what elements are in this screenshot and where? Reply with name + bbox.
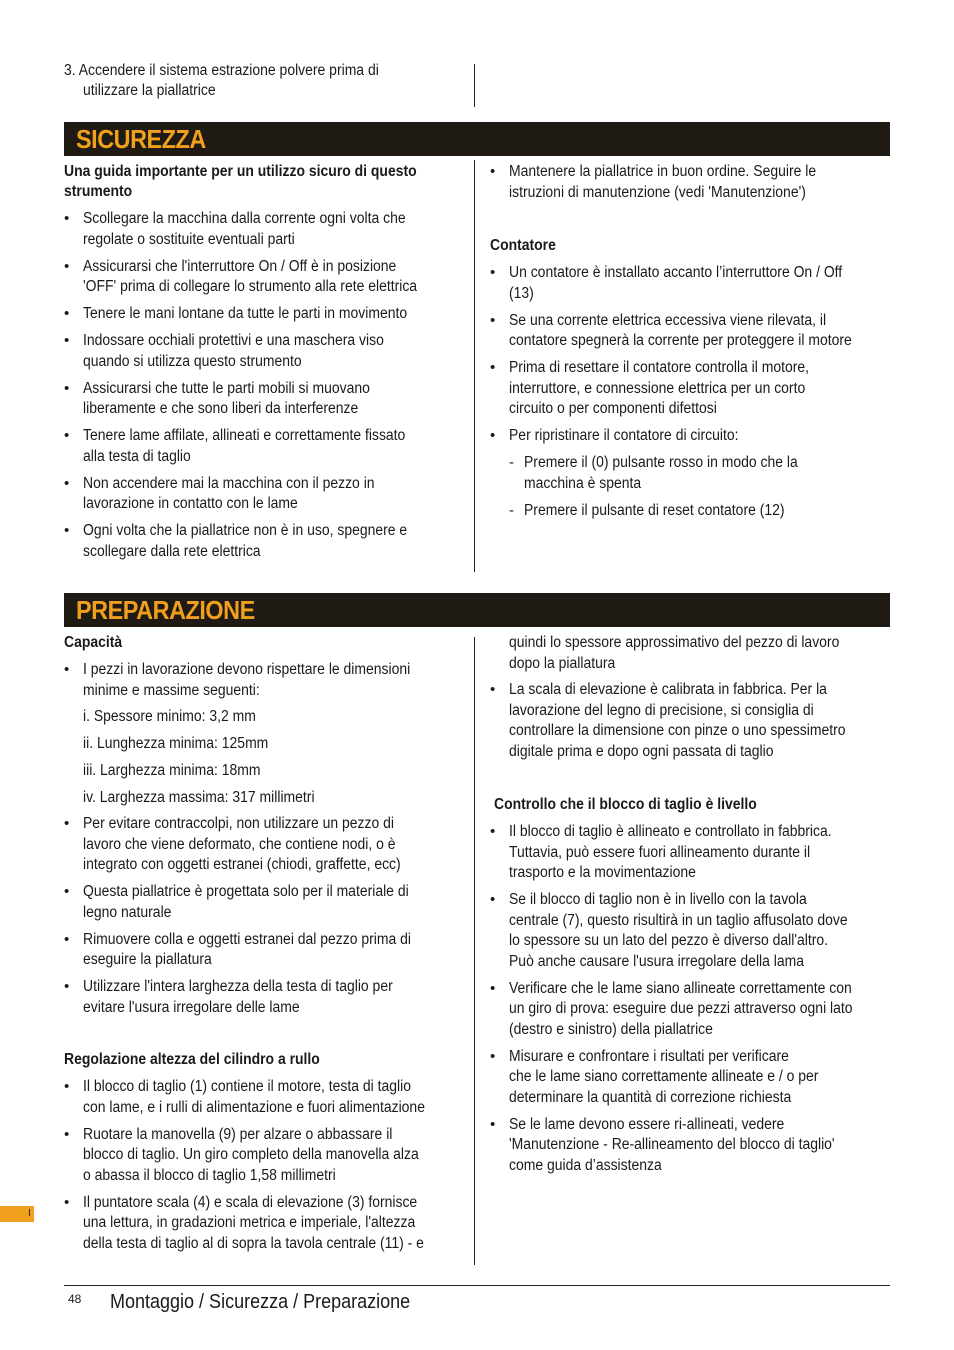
list-item-line: con lame, e i rulli di alimentazione e fuori alimentazione — [83, 1098, 425, 1116]
list-item-line: Assicurarsi che l'interruttore On / Off è in posizione — [83, 257, 397, 275]
dimension-line: i. Spessore minimo: 3,2 mm — [83, 708, 256, 725]
list-item-line: che le lame siano correttamente allineate e / o per — [509, 1068, 819, 1085]
bullet-marker: • — [490, 359, 496, 376]
list-item-line: un giro di prova: eseguire due pezzi attraverso ogni lato — [509, 1000, 853, 1017]
list-item-line: Se le lame devono essere ri-allineati, vedere — [509, 1115, 785, 1133]
list-item-line: Verificare che le lame siano allineate correttamente con — [509, 979, 852, 997]
bullet-marker: • — [64, 930, 70, 948]
list-item-line: Misurare e confrontare i risultati per verificare — [509, 1047, 789, 1065]
list-item-line: Tenere le mani lontane da tutte le parti in movimento — [83, 305, 408, 322]
list-item-line: o abassa il blocco di taglio 1,58 millimetri — [83, 1166, 336, 1184]
page-number: 48 — [68, 1292, 82, 1306]
subheading: Una guida importante per un utilizzo sicuro di questo — [64, 163, 417, 180]
list-item-line: centrale (7), questo risultirà in un taglio affusolato dove — [509, 911, 848, 929]
list-item-line: regolate o sostituite eventuali parti — [83, 230, 295, 248]
bullet-marker: • — [490, 979, 496, 997]
section-title: PREPARAZIONE — [76, 595, 255, 625]
list-item-line: circuito o per componenti difettosi — [509, 400, 717, 417]
bullet-marker: • — [490, 1047, 496, 1065]
list-item-line: alla testa di taglio — [83, 447, 191, 465]
list-item-line: legno naturale — [83, 903, 172, 921]
bullet-marker: • — [64, 427, 70, 444]
list-item-line: dopo la piallatura — [509, 654, 616, 672]
bullet-marker: • — [64, 1193, 70, 1211]
bullet-marker: • — [64, 978, 70, 995]
bullet-marker: • — [64, 257, 70, 275]
list-item-line: Un contatore è installato accanto l’interruttore On / Off — [509, 264, 843, 281]
list-item-line: Se il blocco di taglio non è in livello con la tavola — [509, 891, 807, 908]
list-item-line: Questa piallatrice è progettata solo per il materiale di — [83, 883, 409, 900]
list-item-line: eseguire la piallatura — [83, 951, 212, 968]
column-divider-preparazione — [474, 637, 475, 1265]
bullet-marker: • — [490, 891, 496, 908]
dash-marker: - — [509, 454, 514, 471]
list-item-line: della testa di taglio al di sopra la tavola centrale (11) - e — [83, 1234, 424, 1252]
bullet-marker: • — [64, 815, 70, 832]
list-item-line: digitale prima e dopo ogni passata di taglio — [509, 742, 774, 760]
list-item-line: Utilizzare l'intera larghezza della testa di taglio per — [83, 978, 393, 995]
list-item-line: lavorazione in contatto con le lame — [83, 495, 298, 512]
footer-rule — [64, 1285, 890, 1286]
bullet-marker: • — [64, 522, 70, 539]
subheading: Contatore — [490, 237, 556, 254]
list-item-line: Per evitare contraccolpi, non utilizzare un pezzo di — [83, 815, 394, 832]
list-item-line: Per ripristinare il contatore di circuito: — [509, 427, 739, 444]
list-item-line: Il blocco di taglio (1) contiene il motore, testa di taglio — [83, 1078, 412, 1095]
list-item-line: Scollegare la macchina dalla corrente ogni volta che — [83, 210, 406, 227]
intro-line-1: 3. Accendere il sistema estrazione polvere prima di — [64, 62, 379, 79]
list-item-line: interruttore, e connessione elettrica per un corto — [509, 379, 806, 397]
dimension-line: ii. Lunghezza minima: 125mm — [83, 735, 269, 752]
list-item-line: Il puntatore scala (4) e scala di elevazione (3) fornisce — [83, 1193, 418, 1211]
language-tab — [0, 1206, 34, 1222]
list-item-line: trasporto e la movimentazione — [509, 864, 696, 881]
list-item-line: quindi lo spessore approssimativo del pezzo di lavoro — [509, 634, 840, 651]
section-title: SICUREZZA — [76, 124, 206, 154]
list-item-line: determinare la quantità di correzione richiesta — [509, 1088, 792, 1106]
bullet-marker: • — [64, 379, 70, 397]
bullet-marker: • — [64, 1078, 70, 1095]
bullet-marker: • — [64, 210, 70, 227]
dash-marker: - — [509, 501, 514, 519]
bullet-marker: • — [64, 661, 70, 678]
bullet-marker: • — [64, 332, 70, 349]
list-item-line: 'Manutenzione - Re-allineamento del blocco di taglio' — [509, 1136, 835, 1153]
list-item-line: Ogni volta che la piallatrice non è in uso, spegnere e — [83, 522, 408, 539]
list-item-line: blocco di taglio. Un giro completo della manovella alza — [83, 1146, 419, 1163]
subheading: strumento — [64, 183, 133, 200]
bullet-marker: • — [490, 427, 496, 444]
list-item-line: lo spessore su un lato del pezzo è diverso dall'altro. — [509, 932, 829, 949]
footer-section-title: Montaggio / Sicurezza / Preparazione — [110, 1291, 411, 1313]
list-item-line: Rimuovere colla e oggetti estranei dal pezzo prima di — [83, 930, 412, 948]
list-item-line: Se una corrente elettrica eccessiva viene rilevata, il — [509, 311, 827, 329]
bullet-marker: • — [490, 163, 496, 180]
list-item-line: Premere il (0) pulsante rosso in modo che la — [524, 454, 798, 471]
bullet-marker: • — [490, 1115, 496, 1133]
section-banner-preparazione — [64, 593, 890, 627]
list-item-line: lavorazione del legno di precisione, si consiglia di — [509, 701, 814, 719]
bullet-marker: • — [64, 883, 70, 900]
list-item-line: Assicurarsi che tutte le parti mobili si muovano — [83, 379, 370, 397]
section-banner-sicurezza — [64, 122, 890, 156]
bullet-marker: • — [64, 1125, 70, 1143]
list-item-line: quando si utilizza questo strumento — [83, 352, 302, 370]
intro-line-2: utilizzare la piallatrice — [83, 82, 216, 99]
list-item-line: contatore spegnerà la corrente per proteggere il motore — [509, 332, 852, 349]
list-item-line: Ruotare la manovella (9) per alzare o abbassare il — [83, 1125, 393, 1143]
subheading: Controllo che il blocco di taglio è livello — [494, 796, 757, 813]
list-item-line: come guida d’assistenza — [509, 1156, 662, 1174]
list-item-line: Tuttavia, può essere fuori allineamento durante il — [509, 843, 811, 861]
list-item-line: La scala di elevazione è calibrata in fabbrica. Per la — [509, 681, 827, 698]
list-item-line: Mantenere la piallatrice in buon ordine. Seguire le — [509, 163, 817, 180]
list-item-line: liberamente e che sono liberi da interferenze — [83, 400, 359, 417]
subheading: Regolazione altezza del cilindro a rullo — [64, 1051, 320, 1068]
list-item-line: macchina è spenta — [524, 474, 642, 492]
list-item-line: una lettura, in gradazioni metrica e imperiale, l'altezza — [83, 1214, 416, 1231]
list-item-line: Premere il pulsante di reset contatore (12) — [524, 501, 785, 519]
list-item-line: Indossare occhiali protettivi e una maschera viso — [83, 332, 384, 349]
list-item-line: lavoro che viene deformato, che contiene nodi, o è — [83, 835, 396, 853]
language-tab-label: I — [28, 1208, 31, 1219]
list-item-line: Il blocco di taglio è allineato e controllato in fabbrica. — [509, 823, 832, 840]
list-item-line: (destro e sinistro) della piallatrice — [509, 1020, 713, 1038]
list-item-line: minime e massime seguenti: — [83, 681, 260, 699]
list-item-line: Può anche causare l'usura irregolare della lama — [509, 952, 805, 970]
dimension-line: iv. Larghezza massima: 317 millimetri — [83, 789, 315, 806]
list-item-line: evitare l'usura irregolare delle lame — [83, 998, 300, 1016]
bullet-marker: • — [490, 681, 496, 698]
list-item-line: Non accendere mai la macchina con il pezzo in — [83, 474, 375, 492]
list-item-line: integrato con oggetti estranei (chiodi, graffette, ecc) — [83, 856, 401, 873]
list-item-line: I pezzi in lavorazione devono rispettare le dimensioni — [83, 661, 411, 678]
bullet-marker: • — [490, 823, 496, 840]
list-item-line: istruzioni di manutenzione (vedi 'Manutenzione') — [509, 183, 806, 201]
list-item-line: controllare la dimensione con pinze o uno spessimetro — [509, 722, 846, 739]
column-divider-sicurezza — [474, 160, 475, 572]
bullet-marker: • — [490, 264, 496, 281]
bullet-marker: • — [64, 305, 70, 322]
bullet-marker: • — [490, 311, 496, 329]
list-item-line: Tenere lame affilate, allineati e correttamente fissato — [83, 427, 406, 444]
dimension-line: iii. Larghezza minima: 18mm — [83, 762, 261, 779]
subheading: Capacità — [64, 634, 123, 651]
column-divider-top — [474, 64, 475, 107]
list-item-line: 'OFF' prima di collegare lo strumento alla rete elettrica — [83, 278, 418, 295]
bullet-marker: • — [64, 474, 70, 492]
list-item-line: Prima di resettare il contatore controlla il motore, — [509, 359, 810, 376]
list-item-line: scollegare dalla rete elettrica — [83, 542, 261, 560]
list-item-line: (13) — [509, 284, 534, 302]
